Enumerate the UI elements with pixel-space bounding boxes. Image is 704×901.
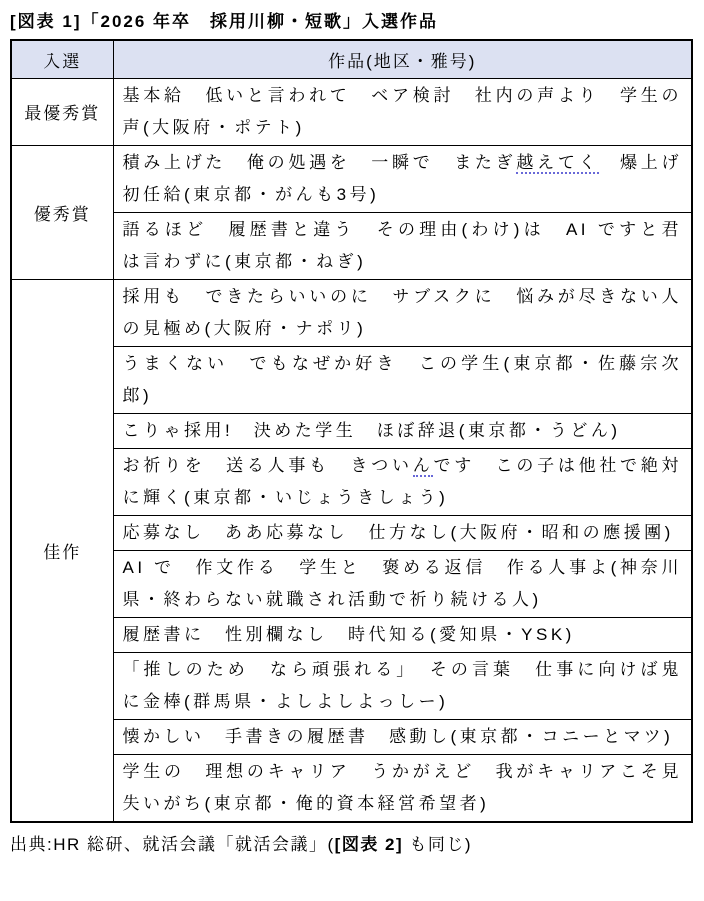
work-cell <box>113 448 692 515</box>
work-row <box>11 550 692 617</box>
source-text-prefix: 出典:HR 総研、就活会議「就活会議」( <box>10 834 335 854</box>
header-selection: 入選 <box>11 40 113 78</box>
spellcheck-underline: ん <box>412 455 434 475</box>
work-text: お祈りを 送る人事も きつい <box>122 455 413 475</box>
work-text: 懐かしい 手書きの履歴書 感動し(東京都・コニーとマツ) <box>122 726 674 746</box>
work-text: です この子は他社で絶対に輝く(東京都・いじょうきしょう) <box>122 455 683 507</box>
work-text: こりゃ採用! 決めた学生 ほぼ辞退(東京都・うどん) <box>122 420 621 440</box>
work-cell <box>113 652 692 719</box>
header-works: 作品(地区・雅号) <box>113 40 692 78</box>
work-text: 積み上げた 俺の処遇を 一瞬で またぎ <box>122 152 517 172</box>
source-text-suffix: も同じ) <box>403 834 473 854</box>
work-text: 基本給 低いと言われて ベア検討 社内の声より 学生の声(大阪府・ポテト) <box>122 85 682 137</box>
work-row <box>11 719 692 754</box>
work-row <box>11 754 692 822</box>
work-text: 「推しのため なら頑張れる」 その言葉 仕事に向けば鬼に金棒(群馬県・よしよしよっしー) <box>122 659 682 711</box>
source-note <box>10 830 694 855</box>
work-row <box>11 78 692 145</box>
work-row <box>11 413 692 448</box>
work-row <box>11 346 692 413</box>
work-text: 採用も できたらいいのに サブスクに 悩みが尽きない人の見極め(大阪府・ナポリ) <box>122 286 682 338</box>
work-cell <box>113 617 692 652</box>
award-label: 佳作 <box>11 279 113 822</box>
work-row <box>11 212 692 279</box>
work-cell <box>113 145 692 212</box>
work-cell <box>113 78 692 145</box>
work-text: うまくない でもなぜか好き この学生(東京都・佐藤宗次郎) <box>122 353 682 405</box>
work-row <box>11 617 692 652</box>
work-cell <box>113 413 692 448</box>
awards-table <box>10 39 693 823</box>
work-cell <box>113 754 692 822</box>
work-cell <box>113 550 692 617</box>
source-figure-ref: [図表 2] <box>334 834 404 854</box>
work-text: 語るほど 履歴書と違う その理由(わけ)は AI ですと君は言わずに(東京都・ねぎ) <box>122 219 682 271</box>
work-text: 学生の 理想のキャリア うかがえど 我がキャリアこそ見失いがち(東京都・俺的資本経営希望者) <box>122 761 682 813</box>
work-cell <box>113 346 692 413</box>
award-label: 最優秀賞 <box>11 78 113 145</box>
work-row <box>11 279 692 346</box>
spellcheck-underline: 越えてく <box>516 152 600 172</box>
work-cell <box>113 212 692 279</box>
work-row <box>11 145 692 212</box>
figure-title: [図表 1]「2026 年卒 採用川柳・短歌」入選作品 <box>10 12 439 31</box>
header-row <box>11 40 692 78</box>
work-text: AI で 作文作る 学生と 褒める返信 作る人事よ(神奈川県・終わらない就職され活動で祈り続ける人) <box>122 557 682 609</box>
work-cell <box>113 719 692 754</box>
work-cell <box>113 279 692 346</box>
work-row <box>11 652 692 719</box>
work-text: 爆上げ初任給(東京都・がんも3号) <box>122 152 683 204</box>
work-text: 履歴書に 性別欄なし 時代知る(愛知県・YSK) <box>122 624 575 644</box>
work-row <box>11 448 692 515</box>
work-cell <box>113 515 692 550</box>
work-text: 応募なし ああ応募なし 仕方なし(大阪府・昭和の應援團) <box>122 522 674 542</box>
work-row <box>11 515 692 550</box>
award-label: 優秀賞 <box>11 145 113 279</box>
